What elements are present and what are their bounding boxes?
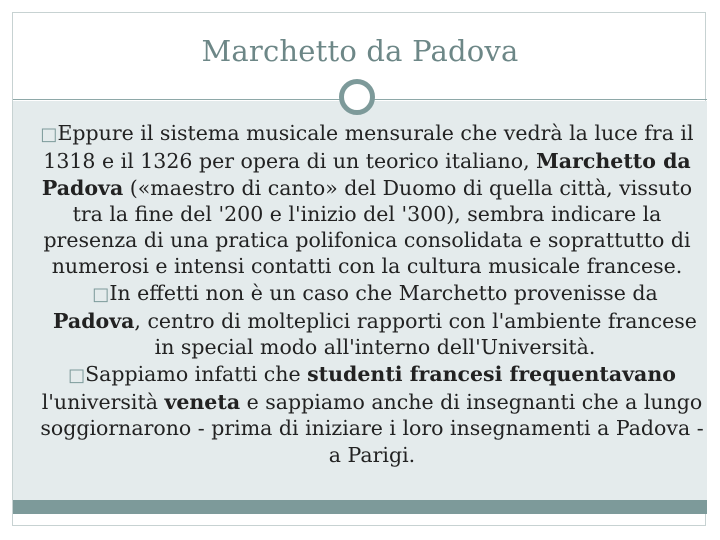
slide-title: Marchetto da Padova: [201, 34, 519, 68]
paragraph-text: l'università: [41, 389, 165, 414]
paragraph-text: In effetti non è un caso che Marchetto provenisse da: [109, 280, 658, 305]
bullet-icon: □: [92, 283, 110, 305]
paragraph-2: [46, 280, 704, 361]
paragraph-text: e sappiamo anche di insegnanti che a lungo soggiornarono - prima di iniziare i loro insegnamenti a Padova - a Parigi.: [40, 389, 704, 467]
paragraph-3: [40, 361, 704, 468]
paragraph-text: , centro di molteplici rapporti con l'ambiente francese in special modo all'interno dell'Università.: [134, 309, 697, 360]
paragraph-1: [30, 120, 704, 280]
bold-text: studenti francesi frequentavano: [307, 361, 676, 386]
circle-ornament-icon: [339, 79, 375, 115]
bullet-icon: □: [68, 364, 86, 386]
bold-text: Padova: [53, 309, 135, 334]
bold-text: veneta: [164, 389, 241, 414]
paragraph-text: Sappiamo infatti che: [85, 361, 308, 386]
slide-body: [30, 120, 704, 468]
bullet-icon: □: [40, 124, 58, 145]
bottom-bar: [13, 500, 707, 514]
paragraph-text: Eppure il sistema musicale mensurale che vedrà la luce fra il 1318 e il 1326 per opera di un teorico italiano,: [43, 121, 694, 174]
bold-text: Marchetto da Padova: [41, 149, 691, 200]
paragraph-text: («maestro di canto» del Duomo di quella città, vissuto tra la fine del '200 e l'inizio del '300), sembra indicare la presenza di una pratica polifonica consolidata e soprattutto di numerosi e intensi contatti con la cultura musicale francese.: [43, 175, 693, 279]
